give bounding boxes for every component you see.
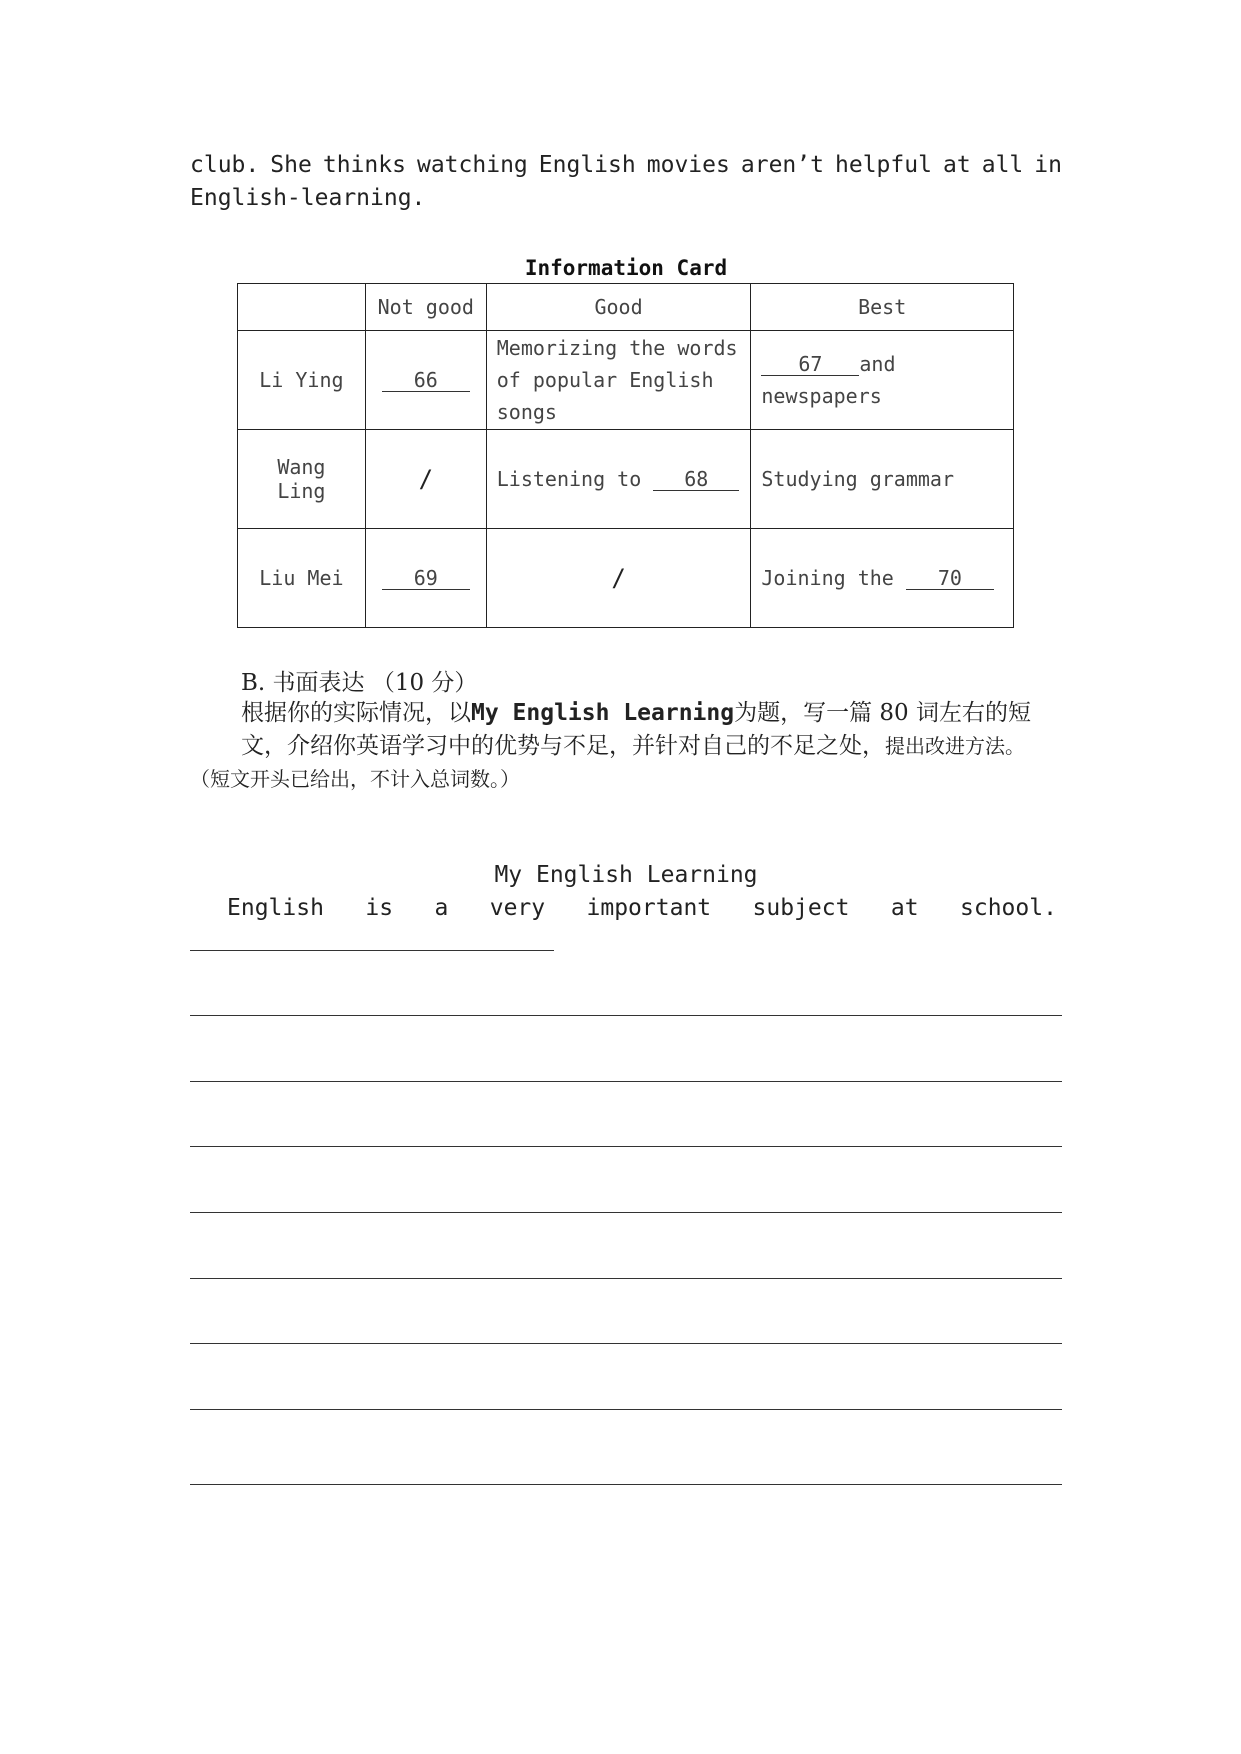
word: at xyxy=(942,152,971,178)
section-b-instructions xyxy=(190,697,1062,796)
header-good: Good xyxy=(486,284,751,331)
instruction-paragraph xyxy=(190,697,1062,763)
section-b-heading: B. 书面表达 （10 分） xyxy=(241,670,478,696)
writing-line[interactable] xyxy=(190,1409,1062,1410)
word: aren’t xyxy=(740,152,824,178)
blank-66[interactable]: 66 xyxy=(382,369,470,392)
not-good-cell xyxy=(365,331,486,430)
essay-given-opening xyxy=(227,895,1057,921)
best-cell: Studying grammar xyxy=(751,430,1014,529)
instruction-essay-title: My English Learning xyxy=(471,700,735,726)
writing-line[interactable] xyxy=(190,950,554,951)
word: all xyxy=(981,152,1024,178)
word: English xyxy=(227,895,324,921)
word: very xyxy=(489,895,546,921)
good-cell: / xyxy=(486,529,751,628)
best-prefix: Joining the xyxy=(761,566,894,590)
blank-68[interactable]: 68 xyxy=(653,468,739,491)
name-cell: Li Ying xyxy=(238,331,366,430)
word: club. xyxy=(190,152,260,178)
word: is xyxy=(365,895,394,921)
instruction-part-3: 提出改进方法。 xyxy=(885,734,1025,758)
info-card-title: Information Card xyxy=(524,256,728,280)
blank-69[interactable]: 69 xyxy=(382,567,470,590)
writing-line[interactable] xyxy=(190,1343,1062,1344)
not-good-cell xyxy=(365,529,486,628)
word: helpful xyxy=(835,152,932,178)
word: at xyxy=(890,895,919,921)
writing-line[interactable] xyxy=(190,1278,1062,1279)
word: in xyxy=(1034,152,1062,178)
essay-title: My English Learning xyxy=(494,862,758,888)
word: subject xyxy=(752,895,850,921)
blank-70[interactable]: 70 xyxy=(906,567,994,590)
header-cell-empty xyxy=(238,284,366,331)
instruction-part-1: 根据你的实际情况，以 xyxy=(241,700,471,726)
writing-line[interactable] xyxy=(190,1484,1062,1485)
word: school. xyxy=(960,895,1057,921)
not-good-cell: / xyxy=(365,430,486,529)
writing-line[interactable] xyxy=(190,1015,1062,1016)
instruction-part-2: 为题，写一篇 80 词左右的短文，介绍你英语学习中的优势与不足，并针对自己的不足之处， xyxy=(241,700,1031,759)
word: a xyxy=(434,895,449,921)
writing-line[interactable] xyxy=(190,1081,1062,1082)
header-not-good: Not good xyxy=(365,284,486,331)
instruction-note: （短文开头已给出，不计入总词数。） xyxy=(190,767,520,791)
header-best: Best xyxy=(751,284,1014,331)
word: English xyxy=(538,152,636,178)
word: important xyxy=(586,895,712,921)
writing-line[interactable] xyxy=(190,1146,1062,1147)
name-cell: Wang Ling xyxy=(238,430,366,529)
passage-text xyxy=(190,149,1062,215)
word: watching xyxy=(416,152,528,178)
table-header-row xyxy=(238,284,1014,331)
table-row-li-ying xyxy=(238,331,1014,430)
word: She xyxy=(270,152,312,178)
blank-67[interactable]: 67 xyxy=(761,353,859,376)
word: thinks xyxy=(322,152,406,178)
good-cell: Memorizing the words of popular English songs xyxy=(486,331,751,430)
good-prefix: Listening to xyxy=(496,467,642,491)
best-suffix: and newspapers xyxy=(761,352,896,408)
table-row-wang-ling xyxy=(238,430,1014,529)
best-cell xyxy=(751,331,1014,430)
best-cell xyxy=(751,529,1014,628)
word: movies xyxy=(646,152,730,178)
passage-line-1 xyxy=(190,149,1062,182)
table-row-liu-mei xyxy=(238,529,1014,628)
info-card-table xyxy=(237,283,1014,628)
good-cell xyxy=(486,430,751,529)
passage-line-2: English-learning. xyxy=(190,185,426,211)
name-cell: Liu Mei xyxy=(238,529,366,628)
writing-line[interactable] xyxy=(190,1212,1062,1213)
